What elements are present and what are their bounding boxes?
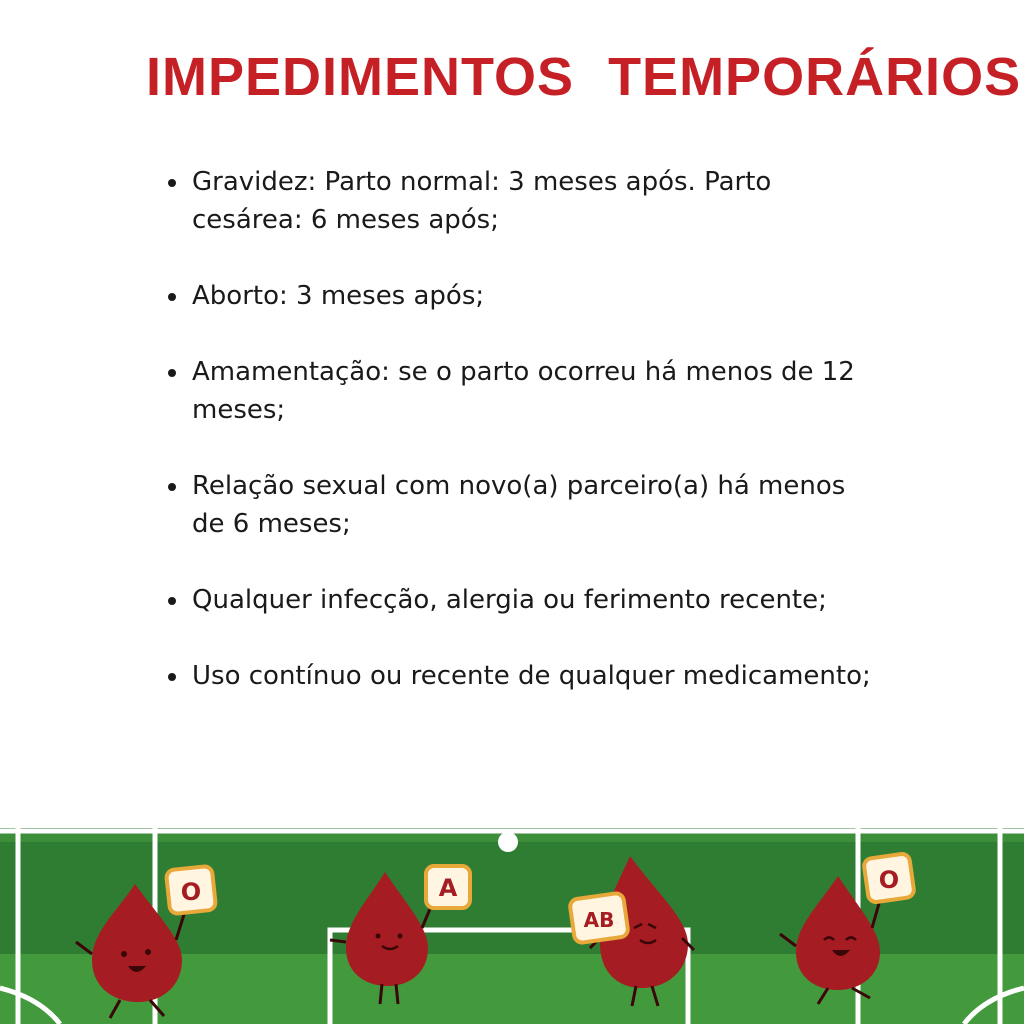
list-item: Uso contínuo ou recente de qualquer medicamento; [166, 657, 886, 695]
list-item: Aborto: 3 meses após; [166, 277, 886, 315]
center-spot [498, 832, 518, 852]
title-word-2: TEMPORÁRIOS [608, 47, 1022, 107]
list-item: Amamentação: se o parto ocorreu há menos de 12 meses; [166, 353, 886, 429]
soccer-field-illustration [0, 828, 1024, 1024]
list-item: Gravidez: Parto normal: 3 meses após. Parto cesárea: 6 meses após; [166, 163, 886, 239]
list-item: Relação sexual com novo(a) parceiro(a) há menos de 6 meses; [166, 467, 886, 543]
blood-type-label: A [438, 874, 458, 902]
blood-type-label: O [180, 878, 202, 906]
title-word-1: IMPEDIMENTOS [146, 47, 575, 107]
page-title [146, 46, 1021, 108]
impediments-list [166, 163, 886, 733]
blood-type-label: O [878, 866, 900, 894]
blood-type-label: AB [583, 908, 615, 932]
list-item: Qualquer infecção, alergia ou ferimento recente; [166, 581, 886, 619]
